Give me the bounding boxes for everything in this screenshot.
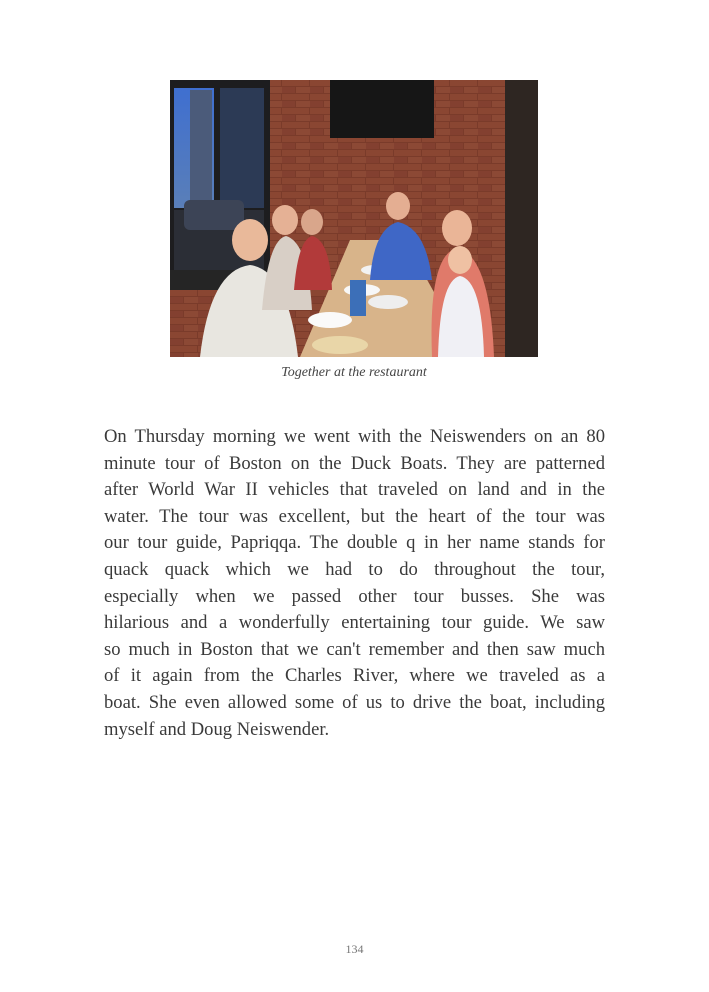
restaurant-photo: [170, 80, 538, 357]
body-line: minute tour of Boston on the Duck Boats. They are patterned: [104, 452, 605, 474]
body-line: water. The tour was excellent, but the heart of the tour was: [104, 505, 605, 527]
restaurant-photo-illustration: [170, 80, 538, 357]
body-line: On Thursday morning we went with the Neiswenders on an 80: [104, 426, 605, 447]
body-line-last: myself and Doug Neiswender.: [104, 718, 330, 740]
figure-caption: Together at the restaurant: [281, 365, 427, 380]
body-line: quack quack which we had to do throughout the tour,: [104, 558, 605, 580]
body-line: so much in Boston that we can't remember and then saw much: [104, 638, 605, 660]
body-line: our tour guide, Papriqqa. The double q in her name stands for: [104, 532, 605, 554]
body-line: of it again from the Charles River, where we traveled as a: [104, 665, 605, 687]
body-line: hilarious and a wonderfully entertaining tour guide. We saw: [104, 612, 605, 634]
body-line: especially when we passed other tour busses. She was: [104, 585, 605, 607]
body-line: after World War II vehicles that traveled on land and in the: [104, 479, 605, 501]
body-line: boat. She even allowed some of us to drive the boat, including: [104, 691, 605, 713]
body-paragraph: [104, 424, 605, 743]
page-number: 134: [345, 942, 364, 956]
